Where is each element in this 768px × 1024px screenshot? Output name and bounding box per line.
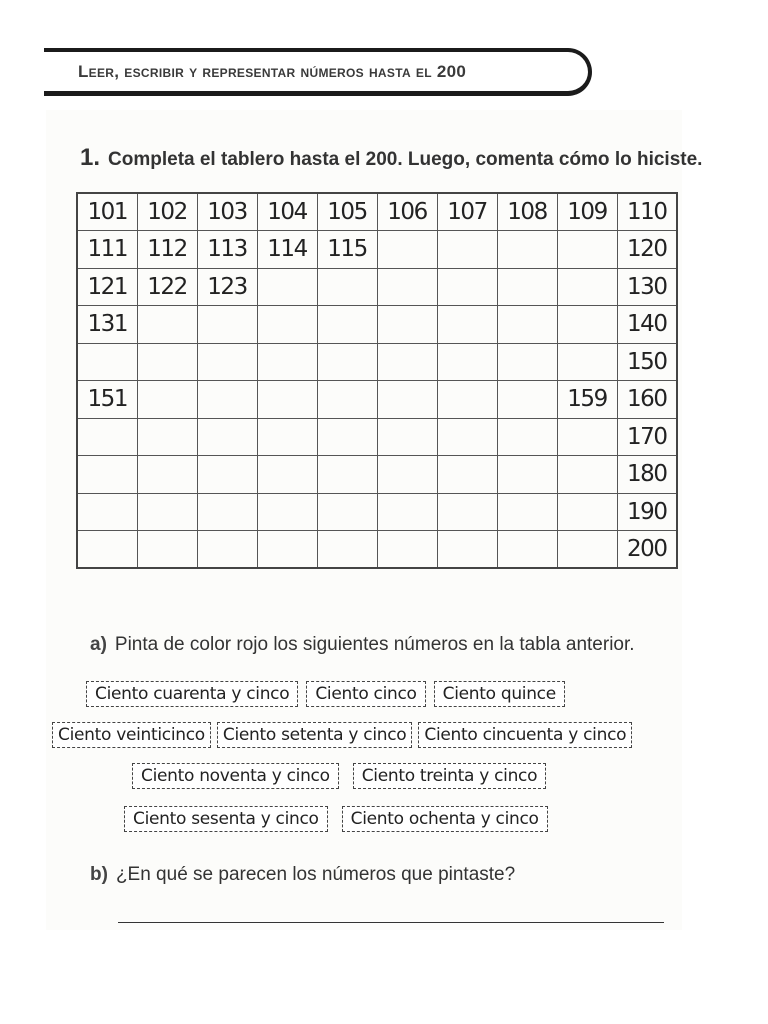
board-cell-empty[interactable] <box>77 418 137 456</box>
board-cell-empty[interactable] <box>497 418 557 456</box>
board-cell: 130 <box>617 268 677 306</box>
board-cell: 114 <box>257 231 317 269</box>
answer-line[interactable] <box>118 922 664 923</box>
board-cell: 110 <box>617 193 677 231</box>
board-cell-empty[interactable] <box>137 343 197 381</box>
board-cell-empty[interactable] <box>497 306 557 344</box>
board-cell-empty[interactable] <box>437 231 497 269</box>
board-cell-empty[interactable] <box>437 381 497 419</box>
board-cell: 106 <box>377 193 437 231</box>
board-cell-empty[interactable] <box>77 493 137 531</box>
board-cell-empty[interactable] <box>557 268 617 306</box>
board-cell-empty[interactable] <box>197 381 257 419</box>
number-board <box>76 192 678 569</box>
board-cell-empty[interactable] <box>137 456 197 494</box>
board-cell-empty[interactable] <box>437 493 497 531</box>
board-cell-empty[interactable] <box>377 456 437 494</box>
page-title: Leer, escribir y representar números hasta el 200 <box>78 62 467 81</box>
board-cell-empty[interactable] <box>377 418 437 456</box>
board-cell-empty[interactable] <box>497 343 557 381</box>
board-cell-empty[interactable] <box>197 306 257 344</box>
board-cell-empty[interactable] <box>557 456 617 494</box>
question-b-label: b) <box>90 864 108 885</box>
board-cell: 107 <box>437 193 497 231</box>
board-cell: 200 <box>617 531 677 569</box>
board-row <box>77 343 677 381</box>
board-cell-empty[interactable] <box>197 456 257 494</box>
number-word-chip: Ciento veinticinco <box>52 722 211 748</box>
board-row <box>77 493 677 531</box>
board-cell: 123 <box>197 268 257 306</box>
board-cell: 170 <box>617 418 677 456</box>
title-banner <box>44 48 592 96</box>
board-cell: 159 <box>557 381 617 419</box>
board-row <box>77 193 677 231</box>
board-cell-empty[interactable] <box>257 531 317 569</box>
board-cell-empty[interactable] <box>137 493 197 531</box>
board-cell-empty[interactable] <box>497 268 557 306</box>
board-cell: 111 <box>77 231 137 269</box>
board-cell-empty[interactable] <box>377 231 437 269</box>
number-word-chip: Ciento noventa y cinco <box>132 763 339 789</box>
board-cell: 120 <box>617 231 677 269</box>
board-cell-empty[interactable] <box>497 231 557 269</box>
question-1-number: 1. <box>80 144 101 171</box>
board-cell-empty[interactable] <box>557 418 617 456</box>
board-cell: 108 <box>497 193 557 231</box>
board-row <box>77 306 677 344</box>
number-word-chip: Ciento cuarenta y cinco <box>86 681 298 707</box>
board-cell-empty[interactable] <box>377 381 437 419</box>
board-cell-empty[interactable] <box>197 531 257 569</box>
number-word-chip: Ciento treinta y cinco <box>353 763 546 789</box>
board-cell-empty[interactable] <box>317 306 377 344</box>
board-row <box>77 531 677 569</box>
board-cell-empty[interactable] <box>137 531 197 569</box>
board-cell-empty[interactable] <box>377 306 437 344</box>
board-cell-empty[interactable] <box>557 531 617 569</box>
board-cell-empty[interactable] <box>257 268 317 306</box>
question-a <box>90 634 635 656</box>
board-cell-empty[interactable] <box>377 531 437 569</box>
board-cell-empty[interactable] <box>257 306 317 344</box>
number-word-chip: Ciento ochenta y cinco <box>342 806 548 832</box>
board-cell: 190 <box>617 493 677 531</box>
board-row <box>77 381 677 419</box>
board-cell-empty[interactable] <box>257 493 317 531</box>
board-cell: 151 <box>77 381 137 419</box>
board-cell: 103 <box>197 193 257 231</box>
board-cell: 101 <box>77 193 137 231</box>
board-cell: 104 <box>257 193 317 231</box>
chip-row-4 <box>124 806 548 832</box>
board-cell: 140 <box>617 306 677 344</box>
board-cell-empty[interactable] <box>437 343 497 381</box>
board-cell-empty[interactable] <box>197 343 257 381</box>
question-1-text: Completa el tablero hasta el 200. Luego, comenta cómo lo hiciste. <box>108 149 703 170</box>
board-cell-empty[interactable] <box>557 306 617 344</box>
board-cell: 121 <box>77 268 137 306</box>
board-cell-empty[interactable] <box>377 343 437 381</box>
board-cell-empty[interactable] <box>257 381 317 419</box>
board-cell-empty[interactable] <box>437 531 497 569</box>
chip-row-3 <box>132 763 546 789</box>
board-cell-empty[interactable] <box>497 381 557 419</box>
board-cell: 112 <box>137 231 197 269</box>
board-cell-empty[interactable] <box>557 493 617 531</box>
board-cell-empty[interactable] <box>497 456 557 494</box>
board-cell: 102 <box>137 193 197 231</box>
board-cell-empty[interactable] <box>317 531 377 569</box>
question-a-text: Pinta de color rojo los siguientes números en la tabla anterior. <box>114 634 635 655</box>
chip-row-1 <box>86 681 565 707</box>
board-cell-empty[interactable] <box>317 381 377 419</box>
board-cell-empty[interactable] <box>197 418 257 456</box>
board-cell-empty[interactable] <box>317 268 377 306</box>
board-cell: 150 <box>617 343 677 381</box>
board-cell-empty[interactable] <box>137 418 197 456</box>
board-cell-empty[interactable] <box>557 231 617 269</box>
board-cell: 113 <box>197 231 257 269</box>
board-cell-empty[interactable] <box>137 306 197 344</box>
board-cell-empty[interactable] <box>497 493 557 531</box>
board-cell: 105 <box>317 193 377 231</box>
board-cell-empty[interactable] <box>137 381 197 419</box>
board-cell: 115 <box>317 231 377 269</box>
board-cell: 180 <box>617 456 677 494</box>
board-cell-empty[interactable] <box>437 306 497 344</box>
question-1 <box>80 144 702 172</box>
board-row <box>77 456 677 494</box>
board-cell: 122 <box>137 268 197 306</box>
board-cell-empty[interactable] <box>377 493 437 531</box>
board-cell-empty[interactable] <box>77 343 137 381</box>
board-cell: 131 <box>77 306 137 344</box>
board-cell-empty[interactable] <box>317 343 377 381</box>
board-cell-empty[interactable] <box>77 531 137 569</box>
board-cell-empty[interactable] <box>557 343 617 381</box>
board-cell-empty[interactable] <box>437 268 497 306</box>
board-row <box>77 418 677 456</box>
board-cell-empty[interactable] <box>437 418 497 456</box>
number-word-chip: Ciento setenta y cinco <box>217 722 412 748</box>
number-word-chip: Ciento cincuenta y cinco <box>418 722 632 748</box>
number-word-chip: Ciento cinco <box>306 681 425 707</box>
question-b-text: ¿En qué se parecen los números que pintaste? <box>115 864 516 885</box>
question-a-label: a) <box>90 634 107 655</box>
board-cell-empty[interactable] <box>497 531 557 569</box>
chip-row-2 <box>52 722 632 748</box>
board-cell-empty[interactable] <box>437 456 497 494</box>
board-cell: 109 <box>557 193 617 231</box>
number-word-chip: Ciento sesenta y cinco <box>124 806 328 832</box>
board-cell-empty[interactable] <box>317 418 377 456</box>
board-cell-empty[interactable] <box>257 418 317 456</box>
board-row <box>77 231 677 269</box>
question-b <box>90 864 515 886</box>
board-cell-empty[interactable] <box>257 343 317 381</box>
board-row <box>77 268 677 306</box>
board-cell-empty[interactable] <box>197 493 257 531</box>
board-cell-empty[interactable] <box>377 268 437 306</box>
board-cell-empty[interactable] <box>317 456 377 494</box>
board-cell-empty[interactable] <box>257 456 317 494</box>
board-cell-empty[interactable] <box>317 493 377 531</box>
board-cell-empty[interactable] <box>77 456 137 494</box>
number-word-chip: Ciento quince <box>434 681 565 707</box>
board-cell: 160 <box>617 381 677 419</box>
